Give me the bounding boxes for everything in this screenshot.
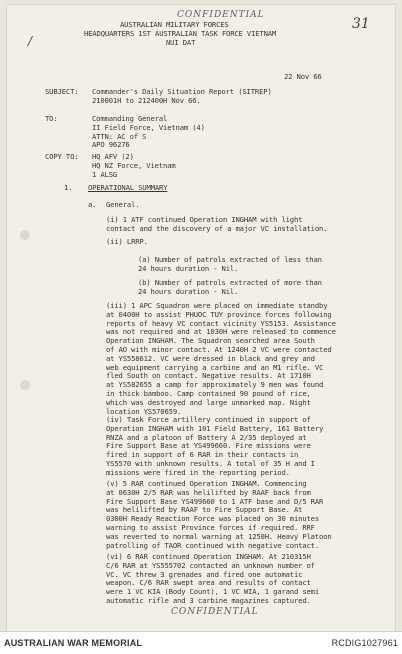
punch-hole [20,380,30,390]
copy-to-recipients: HQ AFV (2) HQ NZ Force, Vietnam 1 ALSG [92,152,176,179]
archive-footer [0,631,402,654]
punch-hole [20,230,30,240]
copy-to-label: COPY TO: [45,152,79,161]
org-line-2: HEADQUARTERS 1ST AUSTRALIAN TASK FORCE VIETNAM [84,29,277,38]
handwritten-page-number: 31 [352,16,370,32]
subject-label: SUBJECT: [45,87,79,96]
institution-name: AUSTRALIAN WAR MEMORIAL [4,638,143,648]
section-title: OPERATIONAL SUMMARY [88,183,168,192]
confidential-stamp-top: CONFIDENTIAL [177,10,265,20]
subsection-a-title: General. [106,200,140,209]
record-id: RCDIG1027961 [331,638,398,648]
document-page [6,4,396,632]
paragraph-i: (i) 1 ATF continued Operation INGHAM with light contact and the discovery of a major VC installation. [106,215,328,233]
paragraph-vi: (vi) 6 RAR continued Operation INGHAM. At 210315H C/6 RAR at YS555702 contacted an unknown number of VC. VC threw 3 grenades and fired one automatic weapon. C/6 RAR swept area and results of contact were 1 VC KIA (Body Count), 1 VC WIA, 1 garand semi automatic rifle and 3 carbine magazines captured. [106,552,320,605]
paragraph-iii: (iii) 1 APC Squadron were placed on immediate standby at 0400H to assist PHUOC TUY province forces following reports of heavy VC contact vicinity YS5153. Assistance was not required and at 1030H were released to commence Operation INGHAM. The Squadron searched area South of AO with minor contact. At 1240H 2 VC were contacted at YS558612. VC were dressed in black and grey and web equipment carrying a carbine and an M1 rifle. VC fled South on contact. Negative results. At 1710H at YS582655 a camp for approximately 9 men was found in thick bamboo. Camp contained 90 pound of rice, which was destroyed and large unmarked map. Night location YS570659. [106,301,336,416]
org-line-1: AUSTRALIAN MILITARY FORCES [120,20,229,29]
subject-text: Commander's Daily Situation Report (SITREP) 210001H to 212400H Nov 66. [92,87,272,105]
paragraph-ii-b: (b) Number of patrols extracted of more than 24 hours duration - Nil. [138,278,322,296]
confidential-stamp-bottom: CONFIDENTIAL [171,607,259,617]
paragraph-ii-a: (a) Number of patrols extracted of less than 24 hours duration - Nil. [138,255,322,273]
paragraph-v: (v) 5 RAR continued Operation INGHAM. Commencing at 0630H 2/5 RAR was helilifted by RAAF back from Fire Support Base YS499660 to 1 ATF base and D/5 RAR was helilifted by RAAF to Fire Support Base. At 0300H Ready Reaction Force was placed on 30 minutes warning to assist Province forces if required. RRF was reverted to normal warning at 1250H. Heavy Platoon patrolling of TAOR continued with negative contact. [106,479,332,550]
document-date: 22 Nov 66 [284,72,322,81]
paragraph-iv: (iv) Task Force artillery continued in support of Operation INGHAM with 101 Field Battery, 161 Battery RNZA and a platoon of Battery A 2/35 deployed at Fire Support Base at YS499660. Fire missions were fired in support of 6 RAR in their contacts in YS5570 with unknown results. A total of 35 H and I missions were fired in the reporting period. [106,415,324,477]
to-label: TO: [45,114,58,123]
subsection-a-number: a. [88,200,97,209]
paragraph-ii: (ii) LRRP. [106,237,148,246]
section-number: 1. [64,183,73,192]
margin-mark: / [28,34,33,48]
to-recipients: Commanding General II Field Force, Vietnam (4) ATTN: AC of S APO 96276 [92,114,205,150]
org-line-3: NUI DAT [166,38,196,47]
